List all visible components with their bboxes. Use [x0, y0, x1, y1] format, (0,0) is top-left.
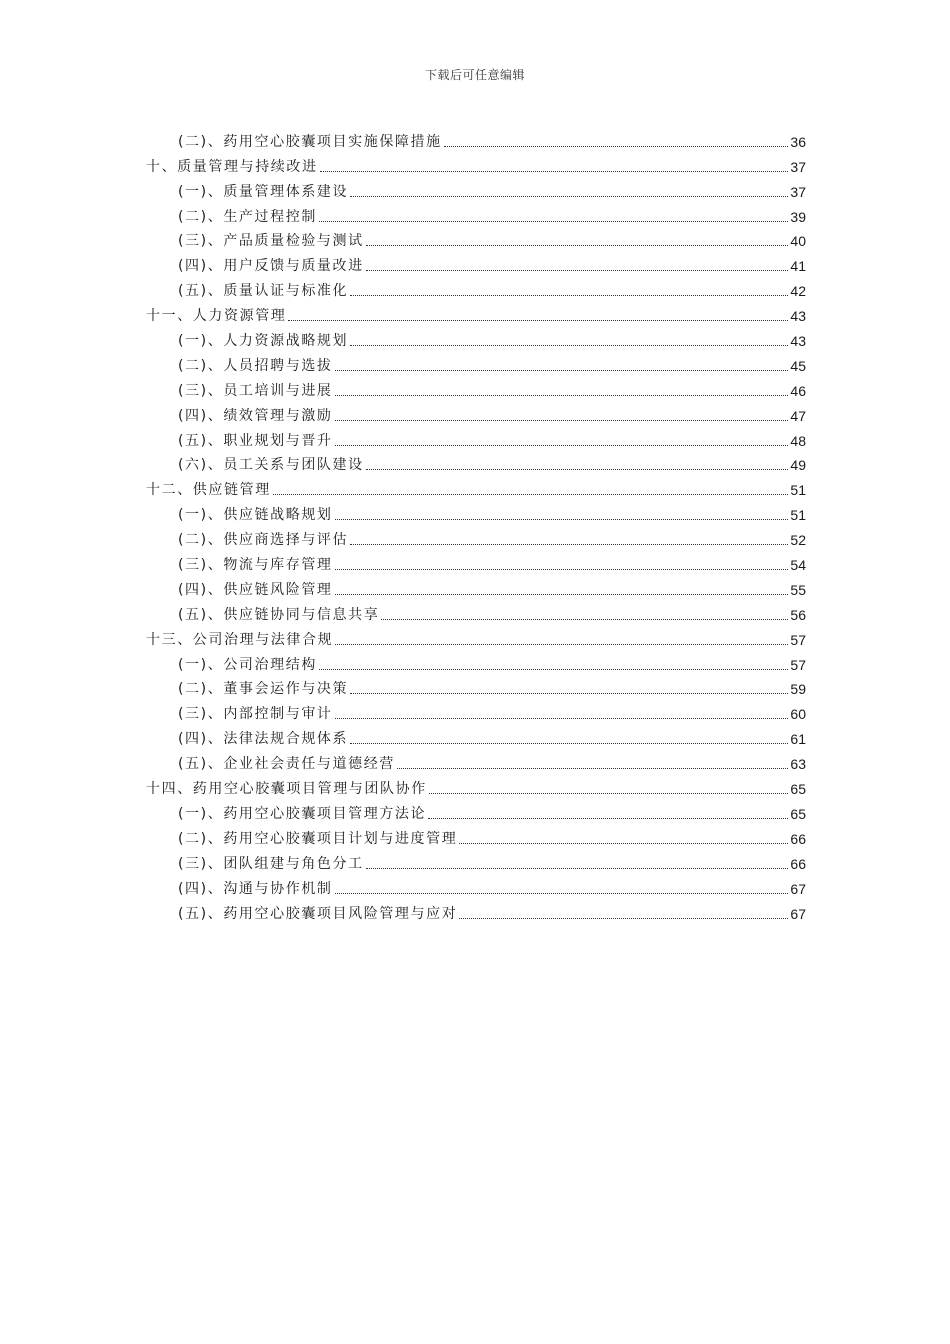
- toc-entry-page-number: 54: [790, 557, 806, 574]
- toc-entry-title: 十二、供应链管理: [146, 482, 271, 499]
- toc-entry-page-number: 67: [790, 880, 806, 897]
- toc-section-entry[interactable]: [146, 873, 806, 898]
- toc-chapter-entry[interactable]: [146, 151, 806, 176]
- toc-dot-leader: [335, 395, 789, 396]
- toc-entry-page-number: 61: [790, 731, 806, 748]
- toc-dot-leader: [288, 320, 788, 321]
- toc-chapter-entry[interactable]: [146, 300, 806, 325]
- toc-entry-title: (四)、用户反馈与质量改进: [178, 258, 364, 275]
- toc-dot-leader: [350, 693, 788, 694]
- toc-dot-leader: [350, 196, 788, 197]
- toc-entry-page-number: 43: [790, 333, 806, 350]
- table-of-contents: [146, 126, 806, 923]
- toc-dot-leader: [319, 221, 788, 222]
- toc-dot-leader: [335, 893, 789, 894]
- toc-section-entry[interactable]: [146, 400, 806, 425]
- toc-entry-title: (四)、绩效管理与激励: [178, 407, 333, 424]
- toc-entry-page-number: 48: [790, 432, 806, 449]
- toc-dot-leader: [350, 743, 788, 744]
- toc-section-entry[interactable]: [146, 798, 806, 823]
- toc-entry-title: (六)、员工关系与团队建设: [178, 457, 364, 474]
- toc-entry-title: (四)、供应链风险管理: [178, 581, 333, 598]
- toc-dot-leader: [350, 544, 788, 545]
- toc-entry-page-number: 67: [790, 905, 806, 922]
- toc-entry-page-number: 43: [790, 308, 806, 325]
- toc-entry-title: (四)、法律法规合规体系: [178, 731, 349, 748]
- toc-dot-leader: [335, 519, 789, 520]
- toc-dot-leader: [381, 619, 788, 620]
- toc-section-entry[interactable]: [146, 524, 806, 549]
- toc-dot-leader: [350, 295, 788, 296]
- toc-dot-leader: [335, 420, 789, 421]
- toc-entry-title: (二)、药用空心胶囊项目实施保障措施: [178, 133, 442, 150]
- toc-entry-title: (三)、产品质量检验与测试: [178, 233, 364, 250]
- toc-entry-page-number: 60: [790, 706, 806, 723]
- toc-section-entry[interactable]: [146, 201, 806, 226]
- toc-entry-page-number: 51: [790, 482, 806, 499]
- toc-dot-leader: [335, 718, 789, 719]
- toc-entry-page-number: 40: [790, 233, 806, 250]
- toc-section-entry[interactable]: [146, 823, 806, 848]
- toc-entry-title: (一)、供应链战略规划: [178, 507, 333, 524]
- toc-dot-leader: [335, 445, 789, 446]
- toc-entry-title: 十三、公司治理与法律合规: [146, 631, 334, 648]
- toc-dot-leader: [459, 918, 788, 919]
- toc-section-entry[interactable]: [146, 898, 806, 923]
- toc-chapter-entry[interactable]: [146, 624, 806, 649]
- toc-dot-leader: [319, 669, 788, 670]
- toc-entry-title: (二)、药用空心胶囊项目计划与进度管理: [178, 830, 458, 847]
- toc-section-entry[interactable]: [146, 748, 806, 773]
- toc-entry-title: (五)、企业社会责任与道德经营: [178, 756, 395, 773]
- toc-entry-page-number: 39: [790, 208, 806, 225]
- toc-entry-title: (三)、物流与库存管理: [178, 557, 333, 574]
- toc-dot-leader: [320, 171, 789, 172]
- toc-entry-page-number: 52: [790, 532, 806, 549]
- toc-entry-title: (三)、员工培训与进展: [178, 382, 333, 399]
- toc-entry-title: (三)、团队组建与角色分工: [178, 855, 364, 872]
- toc-entry-title: (五)、药用空心胶囊项目风险管理与应对: [178, 905, 458, 922]
- toc-dot-leader: [273, 494, 789, 495]
- toc-entry-title: (二)、董事会运作与决策: [178, 681, 349, 698]
- toc-entry-title: (三)、内部控制与审计: [178, 706, 333, 723]
- toc-section-entry[interactable]: [146, 450, 806, 475]
- toc-section-entry[interactable]: [146, 126, 806, 151]
- toc-section-entry[interactable]: [146, 425, 806, 450]
- toc-dot-leader: [444, 146, 789, 147]
- toc-entry-page-number: 37: [790, 158, 806, 175]
- toc-dot-leader: [366, 245, 789, 246]
- toc-dot-leader: [397, 768, 788, 769]
- toc-entry-page-number: 59: [790, 681, 806, 698]
- toc-section-entry[interactable]: [146, 250, 806, 275]
- toc-section-entry[interactable]: [146, 574, 806, 599]
- toc-entry-title: (五)、职业规划与晋升: [178, 432, 333, 449]
- toc-dot-leader: [429, 793, 789, 794]
- toc-section-entry[interactable]: [146, 275, 806, 300]
- toc-section-entry[interactable]: [146, 649, 806, 674]
- toc-entry-title: (一)、药用空心胶囊项目管理方法论: [178, 805, 427, 822]
- toc-section-entry[interactable]: [146, 226, 806, 251]
- toc-dot-leader: [428, 818, 788, 819]
- toc-entry-page-number: 36: [790, 133, 806, 150]
- toc-section-entry[interactable]: [146, 599, 806, 624]
- toc-entry-page-number: 65: [790, 805, 806, 822]
- toc-dot-leader: [459, 843, 788, 844]
- toc-entry-page-number: 51: [790, 507, 806, 524]
- toc-entry-page-number: 47: [790, 407, 806, 424]
- toc-entry-page-number: 46: [790, 382, 806, 399]
- toc-section-entry[interactable]: [146, 176, 806, 201]
- toc-section-entry[interactable]: [146, 350, 806, 375]
- toc-section-entry[interactable]: [146, 375, 806, 400]
- toc-entry-title: (五)、质量认证与标准化: [178, 283, 349, 300]
- toc-entry-page-number: 57: [790, 631, 806, 648]
- toc-entry-page-number: 65: [790, 781, 806, 798]
- toc-entry-page-number: 37: [790, 183, 806, 200]
- toc-entry-title: (四)、沟通与协作机制: [178, 880, 333, 897]
- toc-dot-leader: [366, 469, 789, 470]
- toc-entry-title: 十四、药用空心胶囊项目管理与团队协作: [146, 781, 427, 798]
- toc-section-entry[interactable]: [146, 549, 806, 574]
- toc-entry-title: (二)、供应商选择与评估: [178, 532, 349, 549]
- toc-section-entry[interactable]: [146, 848, 806, 873]
- toc-dot-leader: [335, 594, 789, 595]
- toc-section-entry[interactable]: [146, 499, 806, 524]
- toc-entry-page-number: 55: [790, 581, 806, 598]
- toc-entry-page-number: 41: [790, 258, 806, 275]
- toc-section-entry[interactable]: [146, 325, 806, 350]
- toc-section-entry[interactable]: [146, 723, 806, 748]
- toc-dot-leader: [350, 345, 788, 346]
- toc-dot-leader: [366, 270, 789, 271]
- toc-entry-title: (一)、人力资源战略规划: [178, 333, 349, 350]
- toc-dot-leader: [366, 868, 789, 869]
- toc-entry-title: (一)、质量管理体系建设: [178, 183, 349, 200]
- toc-entry-page-number: 63: [790, 756, 806, 773]
- toc-entry-page-number: 57: [790, 656, 806, 673]
- toc-dot-leader: [335, 644, 788, 645]
- toc-entry-page-number: 45: [790, 357, 806, 374]
- toc-entry-page-number: 49: [790, 457, 806, 474]
- toc-chapter-entry[interactable]: [146, 474, 806, 499]
- toc-entry-page-number: 66: [790, 830, 806, 847]
- toc-dot-leader: [335, 569, 789, 570]
- toc-entry-title: (二)、人员招聘与选拔: [178, 357, 333, 374]
- toc-dot-leader: [335, 370, 789, 371]
- toc-entry-title: (五)、供应链协同与信息共享: [178, 606, 380, 623]
- toc-entry-title: (二)、生产过程控制: [178, 208, 317, 225]
- toc-entry-page-number: 66: [790, 855, 806, 872]
- toc-entry-page-number: 42: [790, 283, 806, 300]
- toc-section-entry[interactable]: [146, 698, 806, 723]
- toc-section-entry[interactable]: [146, 674, 806, 699]
- toc-entry-title: 十、质量管理与持续改进: [146, 158, 318, 175]
- toc-entry-title: 十一、人力资源管理: [146, 308, 287, 325]
- page-header: 下载后可任意编辑: [424, 68, 525, 82]
- toc-entry-page-number: 56: [790, 606, 806, 623]
- toc-entry-title: (一)、公司治理结构: [178, 656, 317, 673]
- toc-chapter-entry[interactable]: [146, 773, 806, 798]
